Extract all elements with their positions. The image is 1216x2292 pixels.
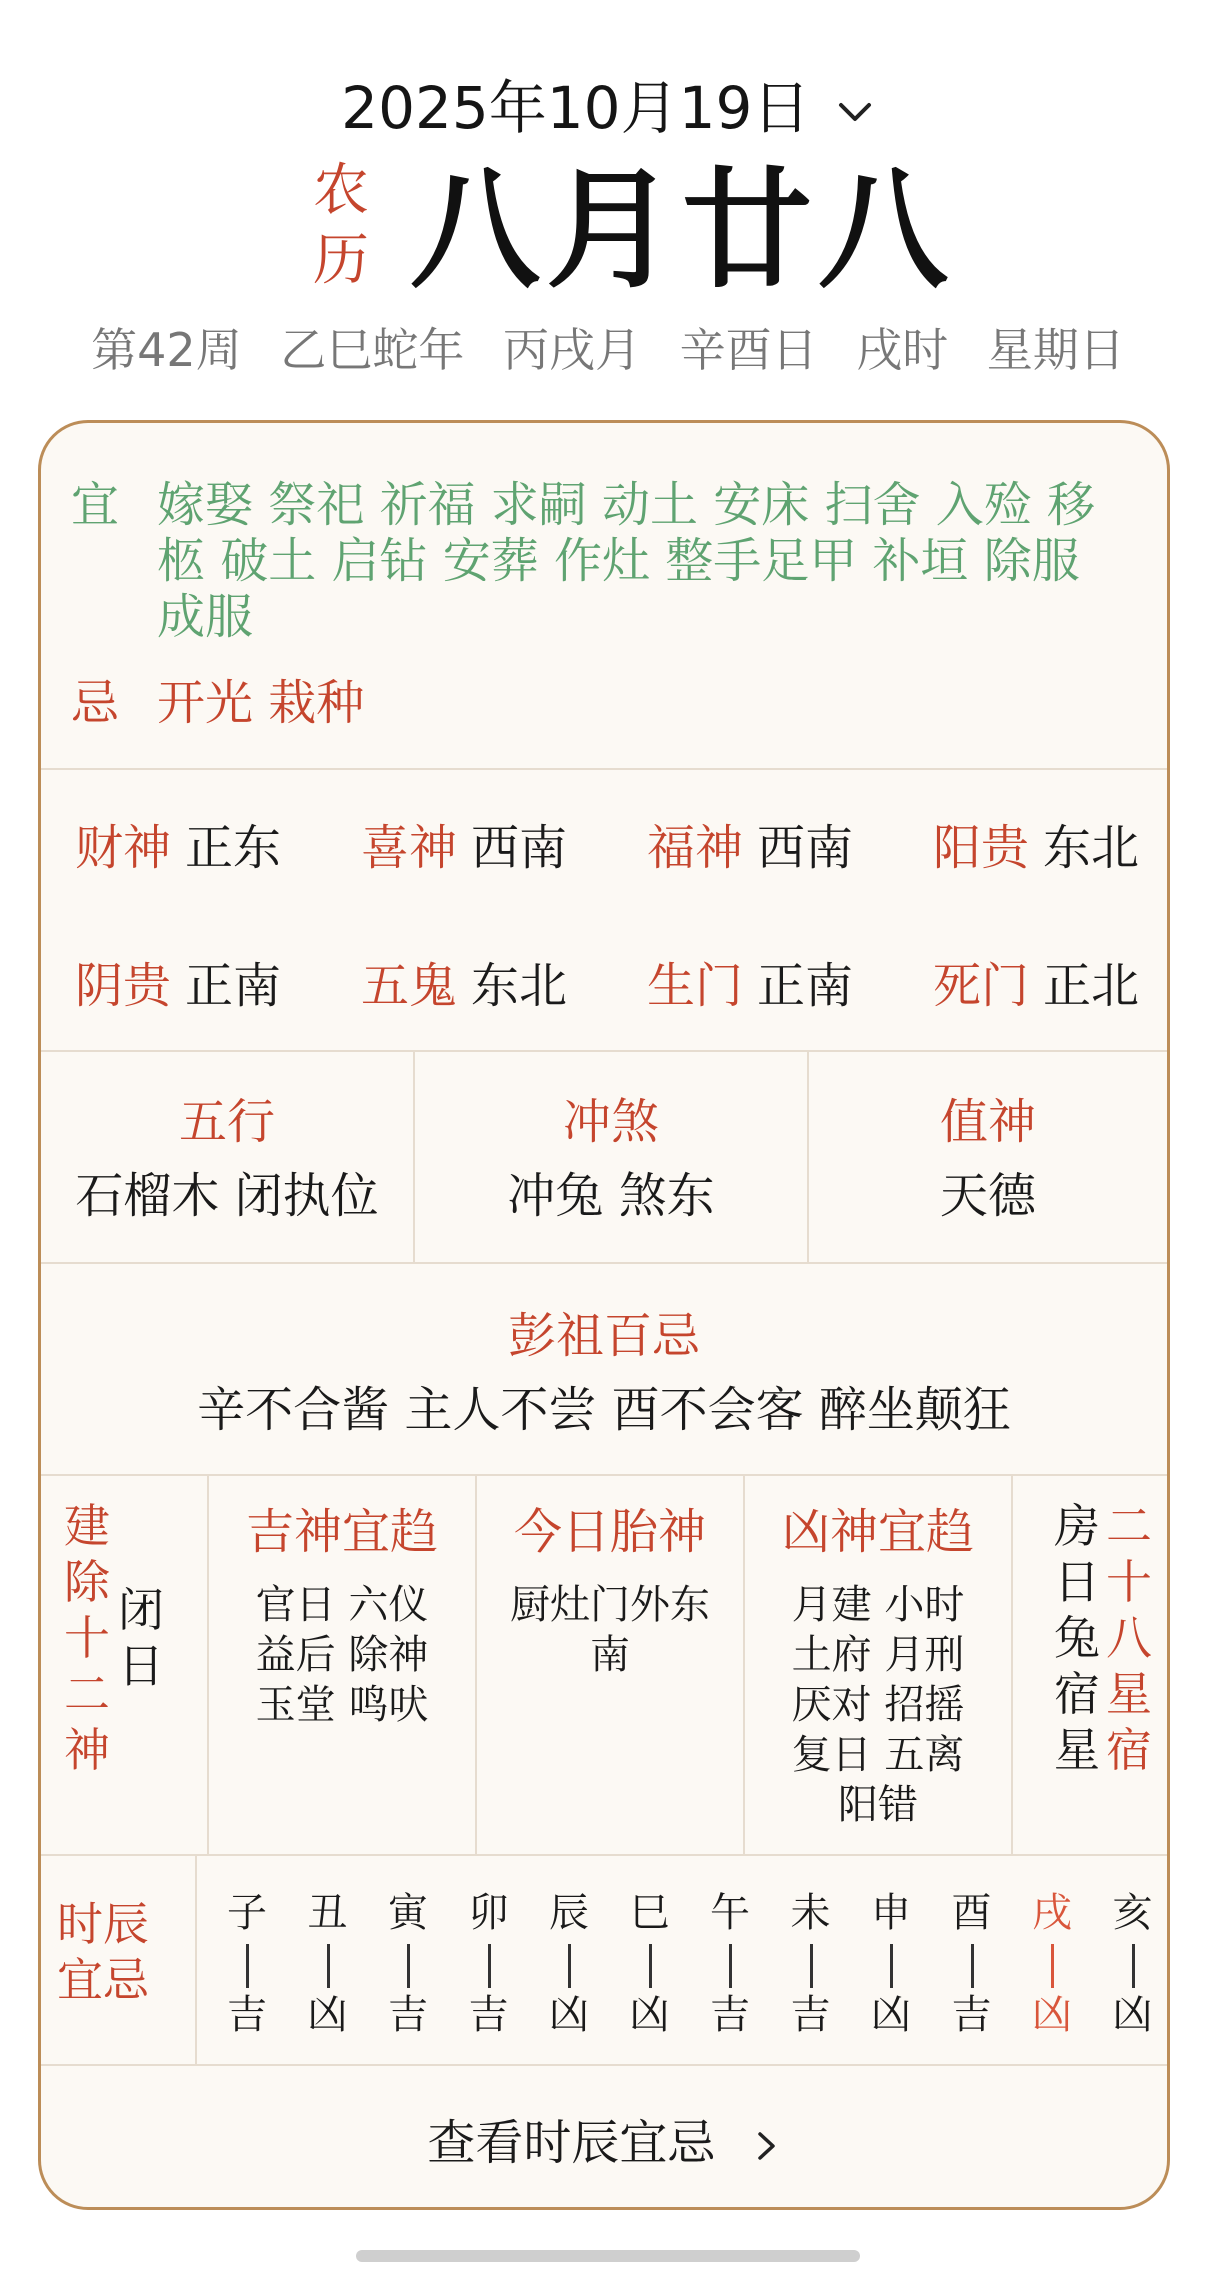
- label-char: 神: [64, 1723, 110, 1777]
- hour-luck: 凶: [549, 1992, 589, 2038]
- list-line: 厨灶门外东: [510, 1582, 710, 1628]
- direction-item: [647, 818, 853, 878]
- hour-luck: 吉: [388, 1992, 428, 2038]
- list-line: 玉堂 鸣吠: [255, 1682, 429, 1728]
- direction-value: 西南: [471, 820, 568, 876]
- list-line: 复日 五离: [791, 1732, 965, 1778]
- value-char: 闭: [118, 1583, 164, 1637]
- xiu-label: [1103, 1498, 1155, 1778]
- ji-label: 忌: [71, 675, 120, 731]
- direction-key: 财神: [75, 820, 172, 876]
- hour-luck: 凶: [629, 1992, 670, 2038]
- xiongshen-list: [745, 1580, 1011, 1830]
- taishen-title: 今日胎神: [513, 1504, 706, 1560]
- chevron-down-icon: [835, 97, 875, 127]
- hour-separator: [327, 1944, 330, 1988]
- home-indicator[interactable]: [356, 2250, 860, 2262]
- ji-text: 开光 栽种: [157, 675, 365, 731]
- wuxing-title: 五行: [178, 1094, 275, 1150]
- direction-value: 东北: [471, 958, 568, 1014]
- hour-ganzhi: 戌时: [856, 323, 949, 377]
- weekday: 星期日: [986, 323, 1125, 377]
- divider: [195, 1856, 197, 2064]
- hour-branch: 酉: [951, 1890, 992, 1936]
- direction-key: 阳贵: [933, 820, 1030, 876]
- xiu-value: [1051, 1498, 1103, 1778]
- label-line: 宜忌: [57, 1953, 149, 2007]
- list-line: 益后 除神: [255, 1632, 429, 1678]
- pengzu-section: [41, 1264, 1167, 1474]
- jianchu-label: [61, 1498, 113, 1778]
- pengzu-text: 辛不合酱 主人不尝 酉不会客 醉坐颠狂: [197, 1382, 1011, 1438]
- hour-branch: 申: [871, 1890, 911, 1936]
- divider: [413, 1052, 415, 1262]
- value-char: 兔: [1054, 1611, 1100, 1665]
- label-line: 时辰: [57, 1897, 149, 1951]
- label-char: 十: [64, 1611, 110, 1665]
- hour-luck: 凶: [871, 1992, 911, 2038]
- list-line: 官日 六仪: [255, 1582, 429, 1628]
- hour-luck: 吉: [468, 1992, 509, 2038]
- value-char: 宿: [1054, 1667, 1100, 1721]
- hour-luck: 凶: [1112, 1992, 1153, 2038]
- wuxing-value: 石榴木 闭执位: [75, 1168, 379, 1224]
- label-char: 星: [1106, 1667, 1152, 1721]
- hours-label: [57, 1896, 149, 2008]
- label-char: 建: [64, 1499, 110, 1553]
- direction-value: 正东: [185, 820, 282, 876]
- hour-luck: 吉: [790, 1992, 831, 2038]
- lunar-tag-char: 农: [313, 158, 369, 223]
- jishen-list: [209, 1580, 475, 1730]
- direction-item: [75, 956, 281, 1016]
- list-line: 南: [590, 1632, 630, 1678]
- hour-branch: 丑: [307, 1890, 348, 1936]
- direction-item: [933, 818, 1139, 878]
- direction-item: [361, 818, 567, 878]
- label-char: 二: [64, 1667, 110, 1721]
- view-hours-button[interactable]: [41, 2113, 1167, 2173]
- yi-line: 柩 破土 启钻 安葬 作灶 整手足甲 补垣 除服: [157, 533, 1080, 589]
- value-char: 日: [1054, 1555, 1100, 1609]
- direction-value: 正南: [757, 958, 854, 1014]
- hour-branch: 未: [790, 1890, 831, 1936]
- week-number: 第42周: [91, 323, 242, 377]
- hour-separator: [810, 1944, 813, 1988]
- yi-label: 宜: [71, 477, 120, 533]
- yiji-section: [41, 423, 1167, 768]
- hour-separator: [407, 1944, 410, 1988]
- direction-key: 福神: [647, 820, 744, 876]
- year-ganzhi: 乙巳蛇年: [280, 323, 465, 377]
- hour-branch: 巳: [629, 1890, 670, 1936]
- direction-item: [75, 818, 281, 878]
- lunar-tag-char: 历: [313, 228, 369, 293]
- direction-key: 五鬼: [361, 958, 458, 1014]
- label-char: 宿: [1106, 1723, 1152, 1777]
- hour-separator: [246, 1944, 249, 1988]
- lunar-date: 八月廿八: [410, 154, 955, 306]
- directions-section: [41, 770, 1167, 1050]
- direction-value: 西南: [757, 820, 854, 876]
- chongsha-value: 冲兔 煞东: [507, 1168, 715, 1224]
- zhishen-value: 天德: [939, 1168, 1036, 1224]
- list-line: 土府 月刑: [791, 1632, 965, 1678]
- gods-grid-section: [41, 1476, 1167, 1854]
- hour-branch: 午: [710, 1890, 750, 1936]
- jishen-title: 吉神宜趋: [245, 1504, 438, 1560]
- hour-separator: [971, 1944, 974, 1988]
- label-char: 十: [1106, 1555, 1152, 1609]
- chevron-right-icon: [751, 2129, 781, 2163]
- hour-branch: 亥: [1112, 1890, 1153, 1936]
- hour-separator: [649, 1944, 652, 1988]
- month-ganzhi: 丙戌月: [502, 323, 641, 377]
- hour-separator: [729, 1944, 732, 1988]
- almanac-card: [38, 420, 1170, 2210]
- lunar-tag: [306, 156, 376, 296]
- hour-separator: [568, 1944, 571, 1988]
- taishen-list: [477, 1580, 743, 1680]
- direction-item: [933, 956, 1139, 1016]
- direction-value: 东北: [1043, 820, 1140, 876]
- direction-value: 正南: [185, 958, 282, 1014]
- direction-key: 生门: [647, 958, 744, 1014]
- direction-key: 喜神: [361, 820, 458, 876]
- lunar-date-row: [0, 150, 1216, 310]
- label-char: 八: [1106, 1611, 1152, 1665]
- date-label: 2025年10月19日: [341, 74, 811, 142]
- divider: [807, 1052, 809, 1262]
- hour-separator: [890, 1944, 893, 1988]
- hours-section: [41, 1856, 1167, 2064]
- value-char: 房: [1054, 1499, 1100, 1553]
- label-char: 二: [1106, 1499, 1152, 1553]
- divider: [41, 2064, 1167, 2066]
- hour-luck: 凶: [307, 1992, 348, 2038]
- hour-branch: 寅: [388, 1890, 428, 1936]
- hour-luck: 吉: [227, 1992, 267, 2038]
- hour-luck: 吉: [710, 1992, 750, 2038]
- list-line: 月建 小时: [791, 1582, 965, 1628]
- jianchu-value: [115, 1582, 167, 1694]
- direction-item: [647, 956, 853, 1016]
- hour-separator: [1132, 1944, 1135, 1988]
- divider: [1011, 1476, 1013, 1854]
- hour-luck: 吉: [951, 1992, 992, 2038]
- hour-branch: 子: [227, 1890, 267, 1936]
- view-hours-label: 查看时辰宜忌: [427, 2115, 716, 2171]
- value-char: 日: [118, 1639, 164, 1693]
- hour-branch: 辰: [549, 1890, 589, 1936]
- direction-key: 死门: [933, 958, 1030, 1014]
- list-line: 阳错: [838, 1782, 918, 1828]
- date-selector[interactable]: [0, 72, 1216, 144]
- yi-line: 成服: [157, 589, 254, 645]
- chongsha-title: 冲煞: [562, 1094, 659, 1150]
- day-ganzhi: 辛酉日: [679, 323, 818, 377]
- hour-separator: [488, 1944, 491, 1988]
- hour-separator: [1051, 1944, 1054, 1988]
- zhishen-title: 值神: [939, 1094, 1036, 1150]
- list-line: 厌对 招摇: [791, 1682, 965, 1728]
- direction-item: [361, 956, 567, 1016]
- info3-section: [41, 1052, 1167, 1262]
- direction-value: 正北: [1043, 958, 1140, 1014]
- date-details: [0, 318, 1216, 382]
- hour-branch: 戌: [1032, 1890, 1072, 1936]
- label-char: 除: [64, 1555, 110, 1609]
- direction-key: 阴贵: [75, 958, 172, 1014]
- hour-luck: 凶: [1032, 1992, 1072, 2038]
- hour-branch: 卯: [468, 1890, 509, 1936]
- value-char: 星: [1054, 1723, 1100, 1777]
- pengzu-title: 彭祖百忌: [507, 1308, 700, 1364]
- yi-line: 嫁娶 祭祀 祈福 求嗣 动土 安床 扫舍 入殓 移: [157, 477, 1096, 533]
- xiongshen-title: 凶神宜趋: [781, 1504, 974, 1560]
